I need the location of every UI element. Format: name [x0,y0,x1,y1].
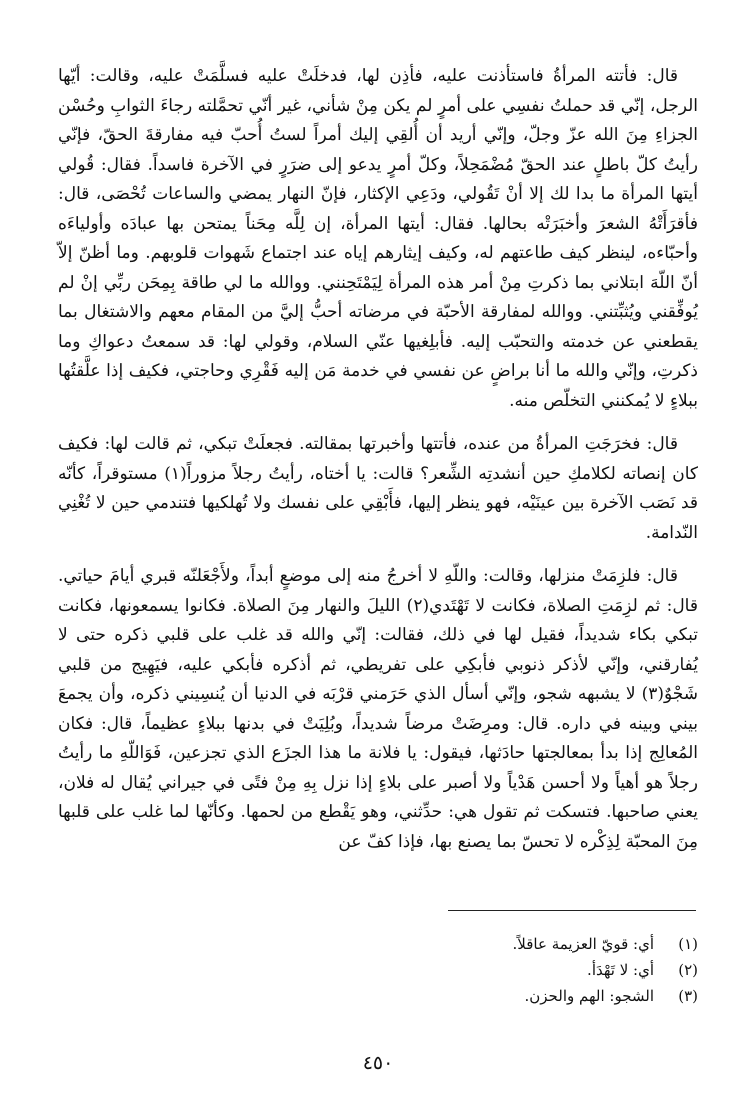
paragraph-3: قال: فلزِمَتْ منزلها، وقالت: واللّهِ لا أخرجُ منه إلى موضعٍ أبداً، ولأَجْعَلنّه قبري أيامَ حياتي. قال: ثم لزِمَتِ الصلاة، فكانت لا تَهْتَدي(٢) الليلَ والنهار مِنَ الصلاة. فكانوا يسمعونها، فكانت تبكي بكاء شديداً، فقيل لها في ذلك، فقالت: إنّي والله قد غلب على قلبي ذكره حتى لا يُفارقني، وإنّي لأذكر ذنوبي فأبكِي على تفريطي، ثم أذكره فأبكي عليه، فيَهِيج من قلبي شَجْوٌ(٣) لا يشبهه شجو، وإنّي أسأل الذي حَرَمني قرْبَه في الدنيا أن يُنسِيني ذكره، وأن يجمعَ بيني وبينه في داره. قال: ومرِضَتْ مرضاً شديداً، وبُلِيَتْ في بدنها ببلاءٍ عظيماً، قال: فكان المُعالِج إذا بدأ بمعالجتها حادَثها، فيقول: يا فلانة ما هذا الجزَع الذي تجزعين، فَوَاللّهِ ما رأيتُ رجلاً هو أهياً ولا أحسن هَدْياً ولا أصبر على بلاءٍ إذا نزل بِهِ مِنْ فتًى في جيراني يُقال له فلان، يعني صاحبها. فتسكت ثم تقول هي: حدِّثني، وهو يَقْطع من لحمها. وكأنّها لما غلب على قلبها مِنَ المحبّة لِذِكْره لا تحسّ بما يصنع بها، فإذا كفّ عن [58,566,698,852]
paragraph-1: قال: فأتته المرأةُ فاستأذنت عليه، فأذِن لها، فدخلَتْ عليه فسلَّمَتْ عليه، وقالت: أيّها الرجل، إنّي قد حملتُ نفسِي على أمرٍ لم يكن مِنْ شأني، غير أنّي تحمَّلته رجاءَ الثوابِ وحُسْن الجزاءِ مِنَ الله عزّ وجلّ، وإنّي أريد أن أُلقِي إليك أمراً لستُ أُحبّ فيه مفارقةَ الحقّ، فإنّي رأيتُ كلّ باطلٍ عند الحقّ مُضْمَحِلاً، وكلّ أمرٍ يدعو إلى ضرَرٍ في الآخرة فاسداً. فقال: قُولي أيتها المرأة ما بدا لك إلا أنْ تَقُولي، ودَعِي الإكثار، فإنّ النهار يمضي والساعات تُحْصَى، قال: فأقرَأَتْهُ الشعرَ وأخبَرَتْه بحالها. فقال: أيتها المرأة، إن لِلَّه مِحَناً يمتحن بها عبادَه وأولياءَه وأحبّاءه، لينظر كيف طاعتهم له، وكيف إيثارهم إياه عند اجتماع شَهوات قلوبهم. وما أظنّ إلاّ أنّ اللّهَ ابتلاني بما ذكرتِ مِنْ أمر هذه المرأة لِيَمْتَحِنني. ووالله ما لي طاقة بِمِحَن ربِّي إنْ لم يُوفِّقني ويُثبِّتني. ووالله لمفارقة الأحبّة في مرضاته أحبُّ إليَّ من المقام معهم والاشتغال بما يقطعني عن خدمته والتحبّب إليه. فأبلِغيها عنّي السلام، وقولي لها: قد سمعتُ دعواكِ وما ذكرتِ، وإنّي والله ما أنا براضٍ عن نفسي في خدمة مَن إليه فَقْرِي وحاجتي، فكيف إذا علَّقتُها ببلاءٍ لا يُمكنني التخلّص منه. [58,66,698,411]
footnote-number: (١) [678,935,698,953]
footnote-1 [298,931,698,957]
footnote-separator [448,910,696,911]
footnote-text: أي: قويّ العزيمة عاقلاً. [512,935,654,953]
footnote-text: الشجو: الهم والحزن. [524,987,654,1005]
footnote-2 [298,957,698,983]
footnotes [298,931,698,1009]
page-body [58,62,698,861]
paragraph-2: قال: فخرَجَتِ المرأةُ من عنده، فأتتها وأخبرتها بمقالته. فجعلَتْ تبكي، ثم قالت لها: فكيف كان إنصاته لكلامكِ حين أنشدتِه الشِّعر؟ قالت: يا أختاه، رأيتُ رجلاً مزوراً(١) مستوقراً، كأنّه قد نَصَب الآخرة بين عينَيْه، فهو ينظر إليها، فأَبْقِي على نفسك ولا تُهلكيها فتندمي حين لا تُغْنِي النّدامة. [58,434,698,543]
footnote-3 [298,983,698,1009]
page-number: ٤٥٠ [362,1052,394,1074]
footnote-number: (٣) [678,987,698,1005]
footnote-text: أي: لا تَهْدَأ. [587,961,654,979]
footnote-number: (٢) [678,961,698,979]
